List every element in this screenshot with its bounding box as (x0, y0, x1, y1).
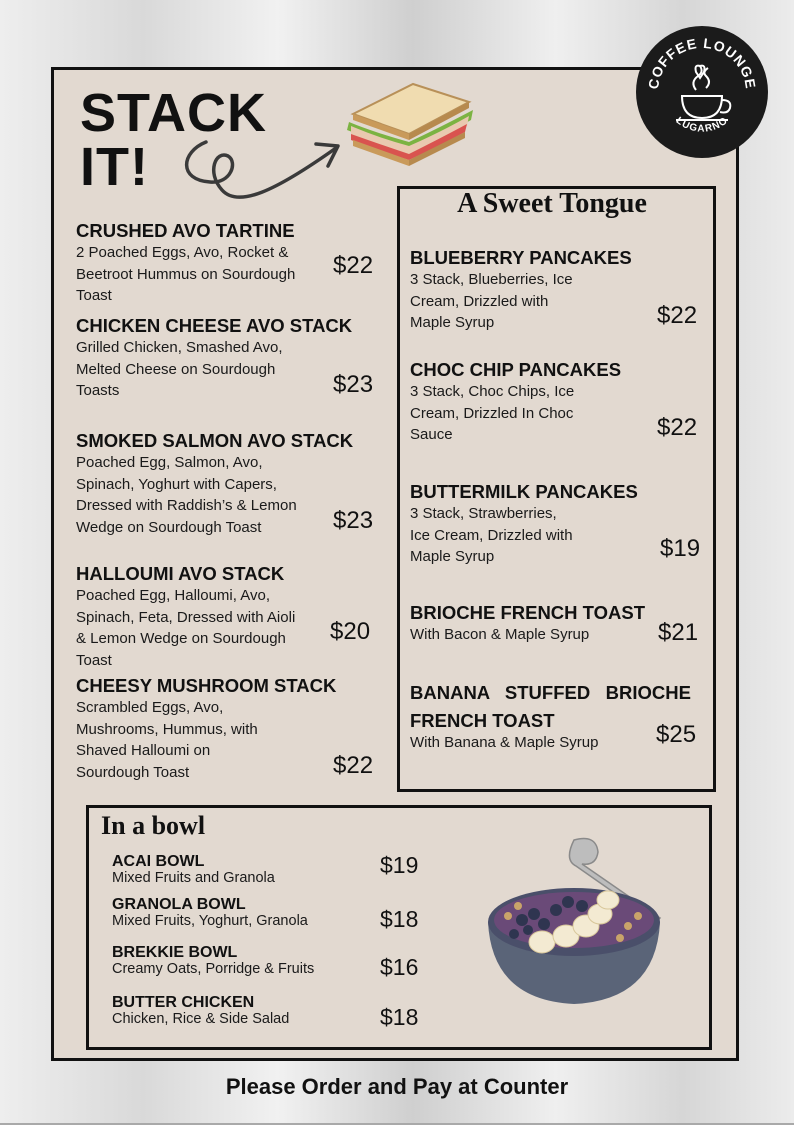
item-desc: 2 Poached Eggs, Avo, Rocket & Beetroot Hummus on Sourdough Toast (76, 244, 296, 304)
item-name: CHEESY MUSHROOM STACK (76, 675, 337, 696)
item-price: $25 (656, 721, 697, 748)
menu-item-banana-stuffed-brioche (410, 682, 691, 754)
item-name-line2: FRENCH TOAST (410, 710, 555, 731)
sweet-section-title: A Sweet Tongue (457, 188, 647, 219)
item-desc: 3 Stack, Strawberries, Ice Cream, Drizzled with Maple Syrup (410, 505, 573, 565)
item-name: HALLOUMI AVO STACK (76, 563, 285, 584)
bowl-item-brekkie (112, 944, 314, 978)
title-line-2: IT! (80, 137, 149, 197)
coffee-cup-icon (676, 66, 730, 120)
item-price: $19 (660, 535, 701, 562)
menu-item-chicken-cheese-avo-stack (76, 315, 352, 402)
item-price: $20 (330, 618, 371, 645)
menu-item-crushed-avo-tartine (76, 220, 295, 307)
logo-bottom-text: LUGARNO (673, 115, 731, 135)
item-desc: Mixed Fruits, Yoghurt, Granola (112, 913, 308, 929)
menu-item-buttermilk-pancakes (410, 481, 638, 568)
item-name: BLUEBERRY PANCAKES (410, 247, 632, 268)
bowl-item-acai (112, 853, 275, 887)
item-price: $22 (333, 752, 374, 779)
item-name: SMOKED SALMON AVO STACK (76, 430, 354, 451)
item-desc: 3 Stack, Choc Chips, Ice Cream, Drizzled In Choc Sauce (410, 383, 575, 443)
logo-top-text: COFFEE LOUNGE (644, 34, 760, 91)
item-price: $22 (333, 252, 374, 279)
order-notice: Please Order and Pay at Counter (225, 1074, 569, 1099)
menu-item-smoked-salmon-avo-stack (76, 430, 353, 538)
bowl-item-granola (112, 896, 308, 930)
item-name: ACAI BOWL (112, 853, 205, 870)
acai-bowl-image (478, 830, 668, 1010)
item-name: CHOC CHIP PANCAKES (410, 359, 622, 380)
item-price: $19 (380, 852, 419, 878)
menu-item-choc-chip-pancakes (410, 359, 621, 446)
menu-item-blueberry-pancakes (410, 247, 632, 334)
item-desc: Chicken, Rice & Side Salad (112, 1011, 290, 1027)
item-desc: With Bacon & Maple Syrup (410, 626, 590, 643)
item-name: BUTTER CHICKEN (112, 994, 255, 1011)
item-desc: Scrambled Eggs, Avo, Mushrooms, Hummus, with Shaved Halloumi on Sourdough Toast (76, 699, 258, 781)
menu-item-cheesy-mushroom-stack (76, 675, 336, 783)
item-price: $22 (657, 302, 698, 329)
menu-item-halloumi-avo-stack (76, 563, 295, 671)
item-name: BRIOCHE FRENCH TOAST (410, 602, 646, 623)
menu-item-brioche-french-toast (410, 602, 645, 646)
item-desc: Creamy Oats, Porridge & Fruits (112, 961, 315, 977)
item-desc: 3 Stack, Blueberries, Ice Cream, Drizzled with Maple Syrup (410, 271, 573, 331)
item-price: $23 (333, 507, 374, 534)
item-desc: Poached Egg, Salmon, Avo, Spinach, Yoghurt with Capers, Dressed with Raddish’s & Lemon Wedge on Sourdough Toast (76, 454, 297, 536)
coffee-lounge-logo (636, 26, 768, 158)
squiggle-arrow-icon (176, 132, 346, 210)
item-name-line1: BANANA STUFFED BRIOCHE (410, 682, 691, 703)
item-price: $16 (380, 954, 419, 980)
item-desc: With Banana & Maple Syrup (410, 734, 599, 751)
bowl-section-title: In a bowl (101, 811, 206, 840)
title-line-1: STACK (80, 83, 267, 143)
svg-text:COFFEE LOUNGE (645, 35, 759, 90)
item-desc: Poached Egg, Halloumi, Avo, Spinach, Feta, Dressed with Aioli & Lemon Wedge on Sourdough Toast (76, 587, 296, 669)
item-name: CHICKEN CHEESE AVO STACK (76, 315, 353, 336)
item-desc: Mixed Fruits and Granola (112, 870, 275, 886)
item-name: BUTTERMILK PANCAKES (410, 481, 638, 502)
item-name: CRUSHED AVO TARTINE (76, 220, 295, 241)
item-name: BREKKIE BOWL (112, 944, 238, 961)
item-price: $22 (657, 414, 698, 441)
item-price: $18 (380, 906, 419, 932)
bowl-item-butter-chicken (112, 994, 289, 1028)
item-price: $18 (380, 1004, 419, 1030)
item-name: GRANOLA BOWL (112, 896, 246, 913)
item-price: $21 (658, 619, 699, 646)
sandwich-image (343, 80, 475, 166)
item-price: $23 (333, 371, 374, 398)
item-desc: Grilled Chicken, Smashed Avo, Melted Cheese on Sourdough Toasts (76, 339, 283, 399)
